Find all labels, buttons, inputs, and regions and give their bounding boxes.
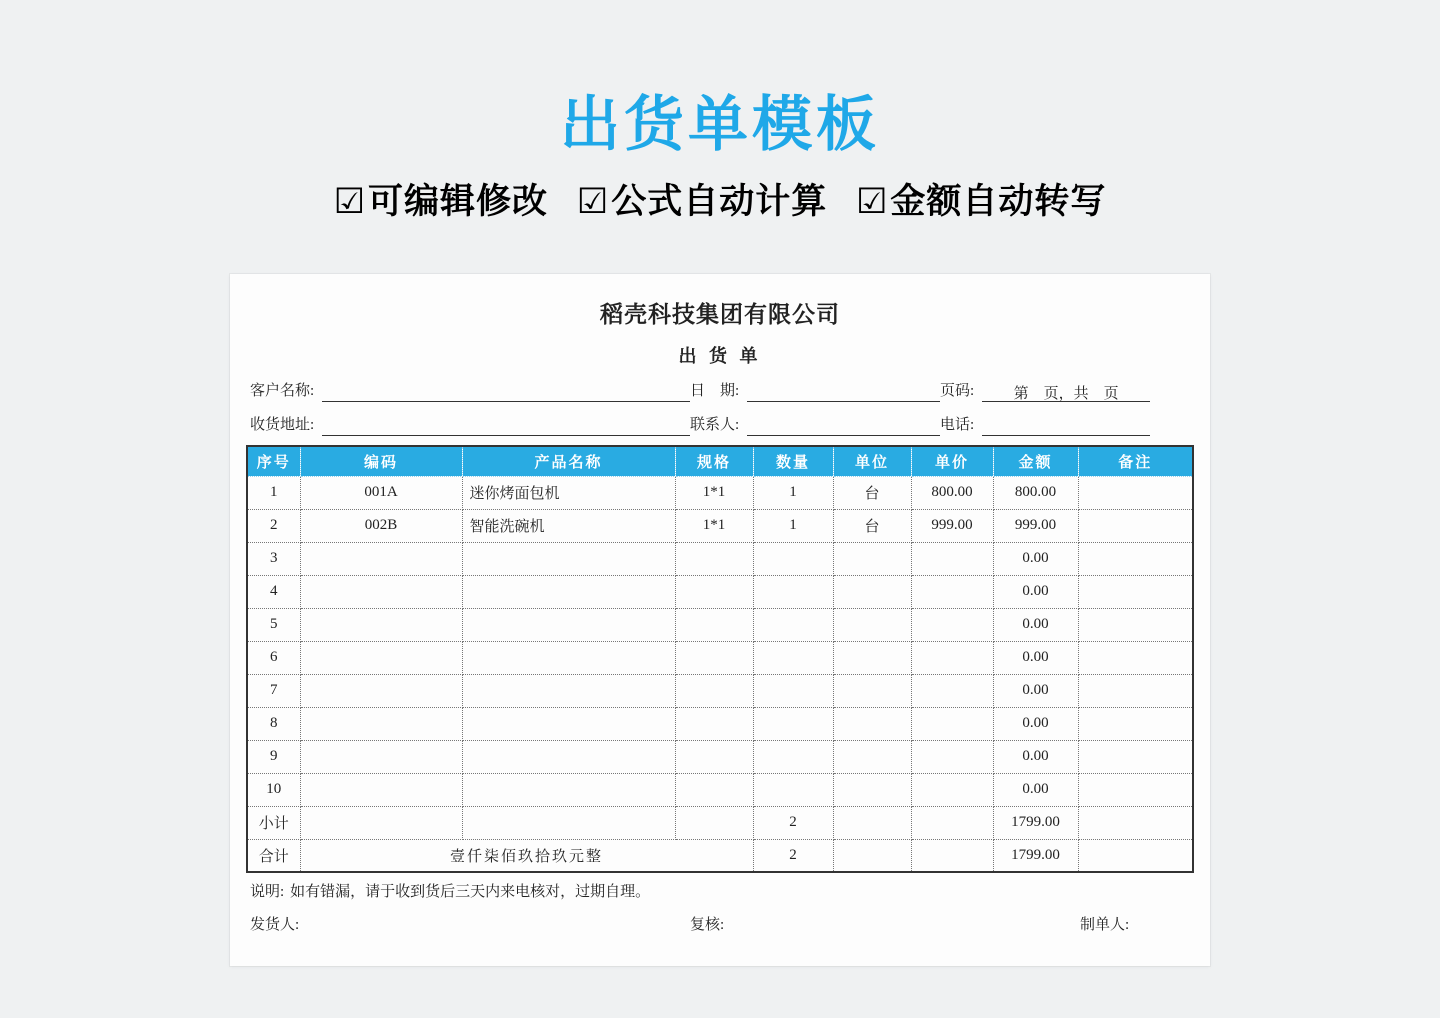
- subtotal-row: [247, 806, 1193, 839]
- table-cell: 1: [247, 476, 300, 509]
- customer-name-label: 客户名称:: [250, 383, 315, 399]
- table-row: [247, 707, 1193, 740]
- total-label-cell: 合计: [247, 839, 300, 872]
- table-cell: 0.00: [993, 575, 1078, 608]
- table-cell: 1799.00: [993, 806, 1078, 839]
- table-cell: [1078, 509, 1193, 542]
- column-header: 产品名称: [462, 446, 675, 476]
- table-cell: 999.00: [993, 509, 1078, 542]
- table-cell: [675, 608, 753, 641]
- column-header: 编码: [300, 446, 462, 476]
- table-cell: [675, 674, 753, 707]
- table-cell: 0.00: [993, 674, 1078, 707]
- column-header: 序号: [247, 446, 300, 476]
- table-cell: 7: [247, 674, 300, 707]
- shipper-label: 发货人:: [250, 917, 300, 933]
- product-name-cell: [462, 542, 675, 575]
- note-text: 如有错漏，请于收到货后三天内来电核对，过期自理。: [290, 884, 651, 900]
- table-cell: [675, 542, 753, 575]
- feature-item: [577, 182, 827, 221]
- table-cell: [675, 773, 753, 806]
- table-cell: 1: [753, 509, 833, 542]
- table-cell: [1078, 608, 1193, 641]
- table-cell: [833, 707, 911, 740]
- table-row: [247, 476, 1193, 509]
- table-row: [247, 575, 1193, 608]
- table-cell: 800.00: [993, 476, 1078, 509]
- total-qty-cell: 2: [753, 839, 833, 872]
- table-cell: 1: [753, 476, 833, 509]
- phone-blank: [982, 416, 1150, 436]
- subtotal-label-cell: 小计: [247, 806, 300, 839]
- product-name-cell: [462, 773, 675, 806]
- table-cell: [833, 773, 911, 806]
- table-cell: [1078, 476, 1193, 509]
- table-cell: [300, 806, 462, 839]
- header-fields-row-1: [230, 368, 1210, 402]
- company-name: 稻壳科技集团有限公司: [600, 302, 840, 327]
- table-cell: [753, 608, 833, 641]
- phone-field: [940, 413, 1150, 436]
- table-cell: [911, 575, 993, 608]
- table-cell: [1078, 773, 1193, 806]
- table-cell: [911, 641, 993, 674]
- table-cell: [911, 773, 993, 806]
- feature-list: [0, 174, 1440, 224]
- table-cell: [1078, 839, 1193, 872]
- table-cell: [753, 542, 833, 575]
- column-header: 单位: [833, 446, 911, 476]
- table-cell: [300, 707, 462, 740]
- table-cell: [1078, 674, 1193, 707]
- table-cell: [833, 542, 911, 575]
- table-cell: [753, 740, 833, 773]
- feature-label: 可编辑修改: [368, 182, 549, 221]
- table-cell: 0.00: [993, 542, 1078, 575]
- date-blank: [747, 382, 940, 402]
- checkbox-checked-icon: ☑: [333, 182, 367, 221]
- product-name-cell: [462, 608, 675, 641]
- product-name-cell: [462, 641, 675, 674]
- table-cell: [675, 575, 753, 608]
- reviewer-label: 复核:: [690, 917, 725, 933]
- header-fields-row-2: [230, 402, 1210, 436]
- table-cell: 001A: [300, 476, 462, 509]
- table-cell: 2: [247, 509, 300, 542]
- table-cell: 5: [247, 608, 300, 641]
- product-name-cell: 智能洗碗机: [462, 509, 675, 542]
- page-number-field: [940, 379, 1150, 402]
- table-cell: [833, 641, 911, 674]
- table-cell: 002B: [300, 509, 462, 542]
- table-cell: 10: [247, 773, 300, 806]
- table-cell: 0.00: [993, 773, 1078, 806]
- note-row: [230, 883, 1210, 901]
- contact-person-field: [690, 413, 940, 436]
- product-name-cell: [462, 674, 675, 707]
- table-row: [247, 509, 1193, 542]
- table-cell: [1078, 806, 1193, 839]
- table-cell: [675, 707, 753, 740]
- table-cell: [462, 806, 675, 839]
- table-cell: 800.00: [911, 476, 993, 509]
- table-cell: 6: [247, 641, 300, 674]
- page-number-label: 页码:: [940, 383, 975, 399]
- date-label: 日 期:: [690, 383, 740, 399]
- shipping-address-field: [250, 413, 690, 436]
- table-cell: [753, 641, 833, 674]
- column-header: 单价: [911, 446, 993, 476]
- table-cell: [675, 806, 753, 839]
- table-cell: [300, 641, 462, 674]
- feature-item: [334, 182, 548, 221]
- table-row: [247, 773, 1193, 806]
- table-cell: [833, 740, 911, 773]
- table-cell: 0.00: [993, 707, 1078, 740]
- product-name-cell: [462, 575, 675, 608]
- table-cell: 999.00: [911, 509, 993, 542]
- customer-name-field: [250, 379, 690, 402]
- table-cell: [911, 542, 993, 575]
- table-row: [247, 740, 1193, 773]
- checkbox-checked-icon: ☑: [855, 182, 889, 221]
- table-cell: 3: [247, 542, 300, 575]
- table-row: [247, 641, 1193, 674]
- contact-person-blank: [747, 416, 940, 436]
- contact-person-label: 联系人:: [690, 417, 740, 433]
- preparer-label: 制单人:: [1080, 917, 1130, 933]
- page-title: 出货单模板: [560, 91, 880, 158]
- table-cell: [753, 575, 833, 608]
- table-cell: [300, 608, 462, 641]
- customer-name-blank: [322, 382, 690, 402]
- table-cell: [1078, 740, 1193, 773]
- product-name-cell: [462, 707, 675, 740]
- page-number-value: 第 页，共 页: [982, 382, 1150, 402]
- table-cell: [300, 740, 462, 773]
- table-cell: [1078, 641, 1193, 674]
- table-cell: [675, 641, 753, 674]
- column-header: 备注: [1078, 446, 1193, 476]
- table-cell: [753, 674, 833, 707]
- shipping-address-label: 收货地址:: [250, 417, 315, 433]
- table-cell: [833, 806, 911, 839]
- shipping-order-document: [230, 274, 1210, 966]
- table-cell: 4: [247, 575, 300, 608]
- table-cell: 9: [247, 740, 300, 773]
- table-cell: [300, 542, 462, 575]
- table-cell: [753, 773, 833, 806]
- table-cell: [753, 707, 833, 740]
- table-cell: 2: [753, 806, 833, 839]
- phone-label: 电话:: [940, 417, 975, 433]
- column-header: 数量: [753, 446, 833, 476]
- table-cell: 0.00: [993, 641, 1078, 674]
- shipping-address-blank: [322, 416, 690, 436]
- date-field: [690, 379, 940, 402]
- table-cell: [911, 839, 993, 872]
- table-cell: [675, 740, 753, 773]
- table-cell: [1078, 707, 1193, 740]
- feature-item: [856, 182, 1106, 221]
- table-cell: [911, 674, 993, 707]
- table-cell: [911, 740, 993, 773]
- table-cell: [1078, 542, 1193, 575]
- table-cell: 8: [247, 707, 300, 740]
- table-cell: 台: [833, 509, 911, 542]
- table-cell: [833, 839, 911, 872]
- product-name-cell: [462, 740, 675, 773]
- table-cell: [833, 608, 911, 641]
- column-header: 金额: [993, 446, 1078, 476]
- table-row: [247, 542, 1193, 575]
- amount-in-words-cell: 壹仟柒佰玖拾玖元整: [300, 839, 753, 872]
- table-cell: [300, 575, 462, 608]
- total-amount-cell: 1799.00: [993, 839, 1078, 872]
- table-row: [247, 608, 1193, 641]
- total-row: [247, 839, 1193, 872]
- checkbox-checked-icon: ☑: [576, 182, 610, 221]
- table-cell: 台: [833, 476, 911, 509]
- table-cell: 0.00: [993, 608, 1078, 641]
- table-cell: 1*1: [675, 509, 753, 542]
- signatures-row: [230, 915, 1210, 935]
- table-cell: 0.00: [993, 740, 1078, 773]
- note-label: 说明:: [250, 884, 285, 900]
- table-header-row: [247, 446, 1193, 476]
- product-name-cell: 迷你烤面包机: [462, 476, 675, 509]
- table-cell: [911, 806, 993, 839]
- table-cell: [833, 674, 911, 707]
- table-cell: [1078, 575, 1193, 608]
- table-cell: [911, 608, 993, 641]
- table-cell: [300, 773, 462, 806]
- table-cell: 1*1: [675, 476, 753, 509]
- column-header: 规格: [675, 446, 753, 476]
- feature-label: 金额自动转写: [890, 182, 1107, 221]
- table-cell: [300, 674, 462, 707]
- table-row: [247, 674, 1193, 707]
- feature-label: 公式自动计算: [611, 182, 828, 221]
- table-cell: [911, 707, 993, 740]
- document-title: 出 货 单: [678, 346, 762, 366]
- items-table: [246, 445, 1194, 873]
- table-cell: [833, 575, 911, 608]
